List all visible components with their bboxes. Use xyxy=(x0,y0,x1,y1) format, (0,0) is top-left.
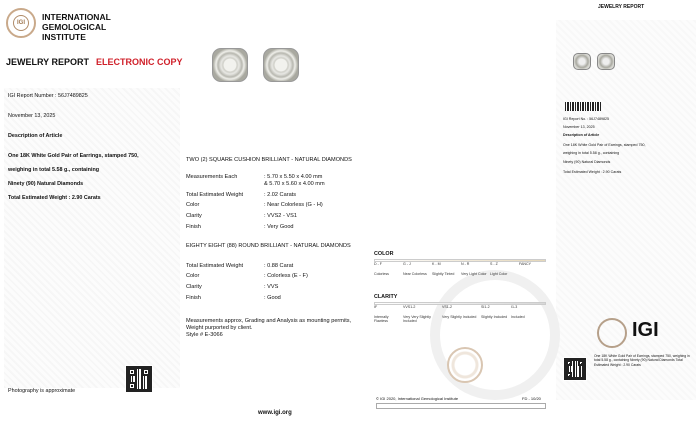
group2-color-value: : Colorless (E - F) xyxy=(264,273,308,279)
description-line-2: weighing in total 5.58 g., containing xyxy=(8,167,100,173)
photo-note: Photography is approximate xyxy=(8,388,76,394)
watermark-seal xyxy=(430,270,560,400)
barcode xyxy=(565,102,601,111)
right-report-number: IGI Report No. : 56J7489825 xyxy=(563,117,609,121)
description-title: Description of Article xyxy=(8,133,63,139)
color-descriptions: Colorless Near Colorless Slightly Tinted Very Light Color Light Color xyxy=(374,272,508,276)
igi-logo-text: IGI xyxy=(632,319,659,341)
clarity-descriptions: Internally Flawless Very Very Slightly Included Very Slightly Included Slightly Included Included xyxy=(374,315,525,323)
group1-measure-label: Measurements Each xyxy=(186,174,238,180)
group1-measure-value: : 5.70 x 5.50 x 4.00 mm xyxy=(264,174,323,180)
electronic-copy-label: ELECTRONIC COPY xyxy=(96,57,183,67)
grading-note: Measurements approx, Grading and Analysis as mounting permits, Weight purported by client. xyxy=(186,318,352,331)
qr-code[interactable] xyxy=(126,366,152,392)
group1-title: TWO (2) SQUARE CUSHION BRILLIANT - NATURAL DIAMONDS xyxy=(186,157,352,163)
copyright: © IGI 2020, International Gemological Institute xyxy=(376,396,459,401)
group1-finish-label: Finish xyxy=(186,224,201,230)
microtext-strip xyxy=(376,403,546,409)
igi-round-logo xyxy=(597,318,627,348)
igi-hologram-seal xyxy=(447,347,483,383)
group1-weight-label: Total Estimated Weight xyxy=(186,192,244,198)
clarity-scale-title: CLARITY xyxy=(374,294,398,300)
right-panel-bg xyxy=(556,20,696,400)
description-line-1: One 18K White Gold Pair of Earrings, stamped 750, xyxy=(8,153,139,159)
right-desc-line-1: One 18K White Gold Pair of Earrings, stamped 750, xyxy=(563,143,646,147)
report-date: November 13, 2025 xyxy=(8,113,56,119)
form-code: FD - 10/20 xyxy=(522,396,541,401)
group2-finish-value: : Good xyxy=(264,295,281,301)
group2-color-label: Color xyxy=(186,273,200,279)
group2-weight-label: Total Estimated Weight xyxy=(186,263,244,269)
color-scale-title: COLOR xyxy=(374,251,394,257)
right-earring-right xyxy=(597,53,615,70)
right-earring-left xyxy=(573,53,591,70)
group2-clarity-label: Clarity xyxy=(186,284,202,290)
natural-diamonds: Ninety (90) Natural Diamonds xyxy=(8,181,84,187)
right-report-title: JEWELRY REPORT xyxy=(598,4,645,10)
group2-weight-value: : 0.88 Carat xyxy=(264,263,294,269)
right-total: Total Estimated Weight : 2.90 Carats xyxy=(563,170,622,174)
website-link[interactable]: www.igi.org xyxy=(258,410,292,416)
right-date: November 13, 2025 xyxy=(563,125,595,129)
group1-color-value: : Near Colorless (G - H) xyxy=(264,202,323,208)
group1-clarity-value: : VVS2 - VS1 xyxy=(264,213,297,219)
color-grades: D - F G - J K - M N - R S - Z FANCY xyxy=(374,262,531,266)
total-weight: Total Estimated Weight : 2.90 Carats xyxy=(8,195,101,201)
igi-seal-logo: IGI xyxy=(6,8,36,38)
earring-photo-right xyxy=(263,48,299,82)
group1-weight-value: : 2.02 Carats xyxy=(264,192,297,198)
style-number: Style # E-3066 xyxy=(186,332,223,338)
group2-finish-label: Finish xyxy=(186,295,201,301)
group1-clarity-label: Clarity xyxy=(186,213,202,219)
right-desc-title: Description of Article xyxy=(563,133,600,137)
group1-measure-value-2: & 5.70 x 5.60 x 4.00 mm xyxy=(264,181,325,187)
group2-clarity-value: : VVS xyxy=(264,284,279,290)
report-number: IGI Report Number : 56J7489825 xyxy=(8,93,88,99)
earring-photo-left xyxy=(212,48,248,82)
right-natural: Ninety (90) Natural Diamonds xyxy=(563,160,611,164)
right-qr-code[interactable] xyxy=(564,358,586,380)
right-desc-line-2: weighing in total 5.58 g., containing xyxy=(563,151,620,155)
right-summary: One 18K White Gold Pair of Earrings, stamped 750, weighing in total 5.58 g., containing Ninety (90) Natural Diamonds Total Estimated Weight : 2.90 Carats xyxy=(594,354,690,367)
group1-finish-value: : Very Good xyxy=(264,224,294,230)
group2-title: EIGHTY EIGHT (88) ROUND BRILLIANT - NATURAL DIAMONDS xyxy=(186,243,351,249)
clarity-grades: IF VVS1-2 VS1-2 SI1-2 I1-3 xyxy=(374,305,518,309)
institute-name: INTERNATIONAL GEMOLOGICAL INSTITUTE xyxy=(42,12,111,42)
report-title: JEWELRY REPORT xyxy=(6,57,90,67)
group1-color-label: Color xyxy=(186,202,200,208)
